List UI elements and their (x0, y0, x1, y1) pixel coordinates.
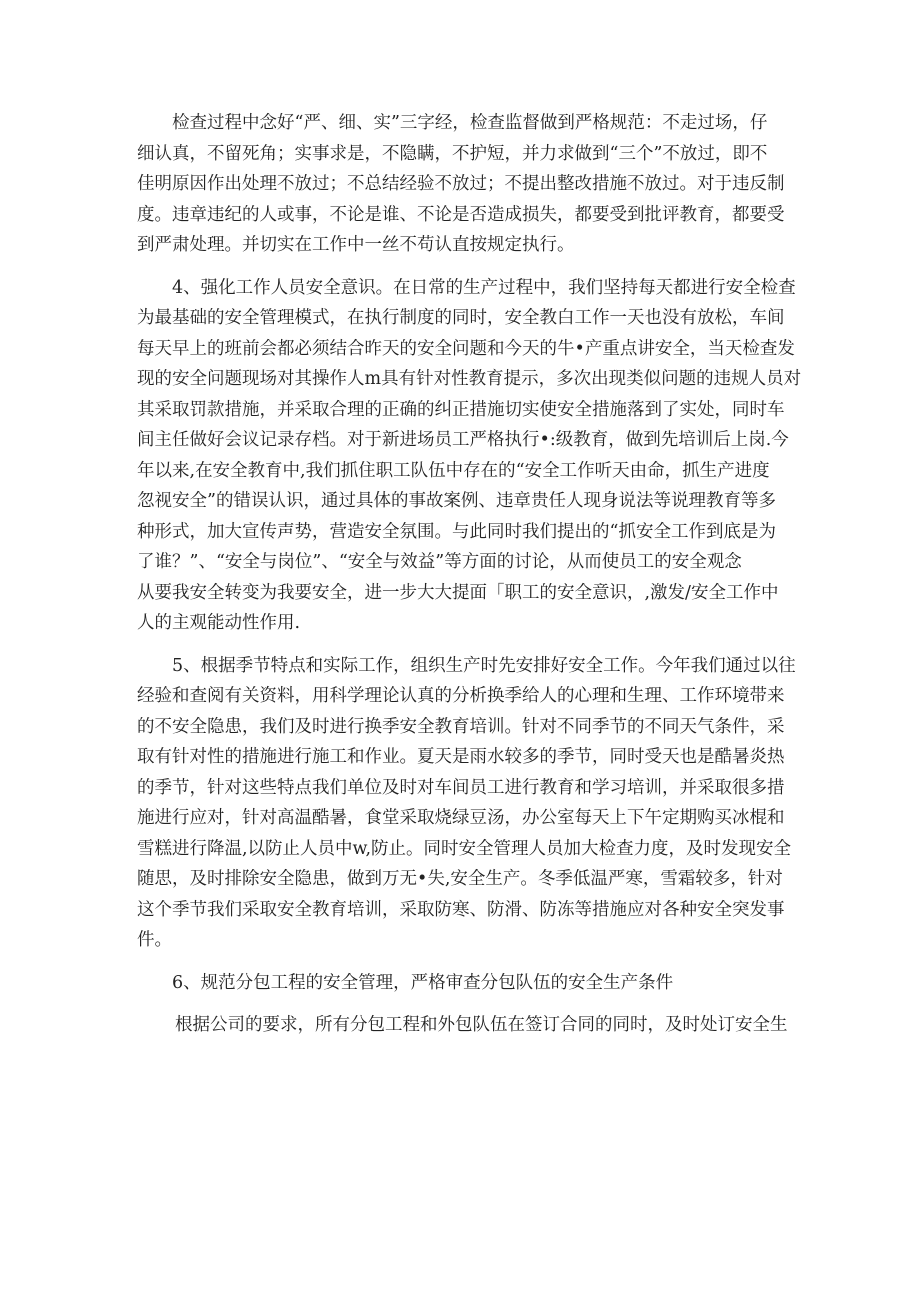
paragraph-section-6-body (137, 1010, 788, 1041)
text-line: 佳明原因作出处理不放过；不总结经验不放过；不提出整改措施不放过。对于违反制 (137, 174, 785, 194)
text-line: 细认真，不留死角；实事求是，不隐瞒，不护短，并力求做到“三个”不放过，即不 (137, 143, 768, 164)
paragraph-section-5 (137, 651, 796, 956)
text-line: 度。违章违纪的人或事，不论是谁、不论是否造成损失，都要受到批评教育，都要受 (137, 204, 785, 225)
paragraph-section-4 (137, 273, 802, 639)
paragraph-inspection-process (137, 108, 785, 261)
paragraph-gap (137, 956, 777, 968)
text-line: 取有针对性的措施进行施工和作业。夏天是雨水较多的季节，同时受天也是酷暑炎热 (137, 747, 785, 767)
text-line: 件。 (137, 930, 172, 950)
text-line: 的季节，针对这些特点我们单位及时对车间员工进行教育和学习培训，并采取很多措 (137, 777, 785, 798)
paragraph-section-6 (137, 968, 777, 999)
section-heading-line: 4、强化工作人员安全意识。在日常的生产过程中，我们坚持每天都进行安全检查 (172, 277, 796, 298)
paragraph-gap (137, 639, 777, 651)
text-line: 间主任做好会议记录存档。对于新进场员工严格执行•:级教育，做到先培训后上岗.今 (137, 430, 789, 450)
section-heading-line: 5、根据季节特点和实际工作，组织生产时先安排好安全工作。今年我们通过以往 (172, 655, 796, 676)
text-line: 施进行应对，针对高温酷暑，食堂采取烧绿豆汤，办公室每天上下午定期购买冰棍和 (137, 808, 785, 828)
text-line: 到严肃处理。并切实在工作中一丝不苟认直按规定执行。 (137, 235, 575, 255)
text-line: 经验和查阅有关资料，用科学理论认真的分析换季给人的心理和生理、工作环境带来 (137, 686, 785, 706)
text-line: 从要我安全转变为我要安全，进一步大大提面「职工的安全意识，,激发/安全工作中 (137, 582, 779, 603)
section-heading-line: 6、规范分包工程的安全管理，严格审查分包队伍的安全生产条件 (172, 972, 674, 993)
text-line: 忽视安全”的错误认识，通过具体的事故案例、违章贵任人现身说法等说理教育等多 (137, 491, 776, 511)
text-line: 雪糕进行降温,以防止人员中w,防止。同时安全管理人员加大检查力度，及时发现安全 (137, 838, 792, 859)
text-line: 现的安全问题现场对其操作人m具有针对性教育提示，多次出现类似问题的违规人员对 (137, 369, 802, 389)
text-line: 随思，及时排除安全隐患，做到万无•失,安全生产。冬季低温严寒，雪霜较多，针对 (137, 869, 783, 889)
text-line: 年以来,在安全教育中,我们抓住职工队伍中存在的“安全工作听天由命，抓生产进度 (137, 460, 770, 481)
text-line: 种形式，加大宣传声势，营造安全氛围。与此同时我们提出的“抓安全工作到底是为 (137, 521, 776, 542)
text-line: 这个季节我们采取安全教育培训，采取防寒、防滑、防冻等措施应对各种安全突发事 (137, 899, 785, 920)
text-line: 为最基础的安全管理模式，在执行制度的同时，安全教白工作一天也没有放松，车间 (137, 308, 785, 328)
text-line: 人的主观能动性作用. (137, 613, 301, 633)
text-line: 检查过程中念好“严、细、实”三字经，检查监督做到严格规范：不走过场，仔 (172, 113, 768, 133)
paragraph-gap (137, 998, 777, 1010)
text-line: 根据公司的要求，所有分包工程和外包队伍在签订合同的同时，及时处订安全生 (175, 1015, 788, 1035)
text-line: 其采取罚款措施，并采取合理的正确的纠正措施切实使安全措施落到了实处，同时车 (137, 399, 785, 420)
document-body (137, 108, 802, 1041)
text-line: 了谁？”、“安全与岗位”、“安全与效益”等方面的讨论，从而使员工的安全观念 (137, 552, 742, 572)
text-line: 的不安全隐患，我们及时进行换季安全教育培训。针对不同季节的不同天气条件，采 (137, 716, 785, 737)
text-line: 每天早上的班前会都必须结合昨天的安全问题和今天的牛•产重点讲安全，当天检查发 (137, 338, 795, 359)
paragraph-gap (137, 261, 777, 273)
